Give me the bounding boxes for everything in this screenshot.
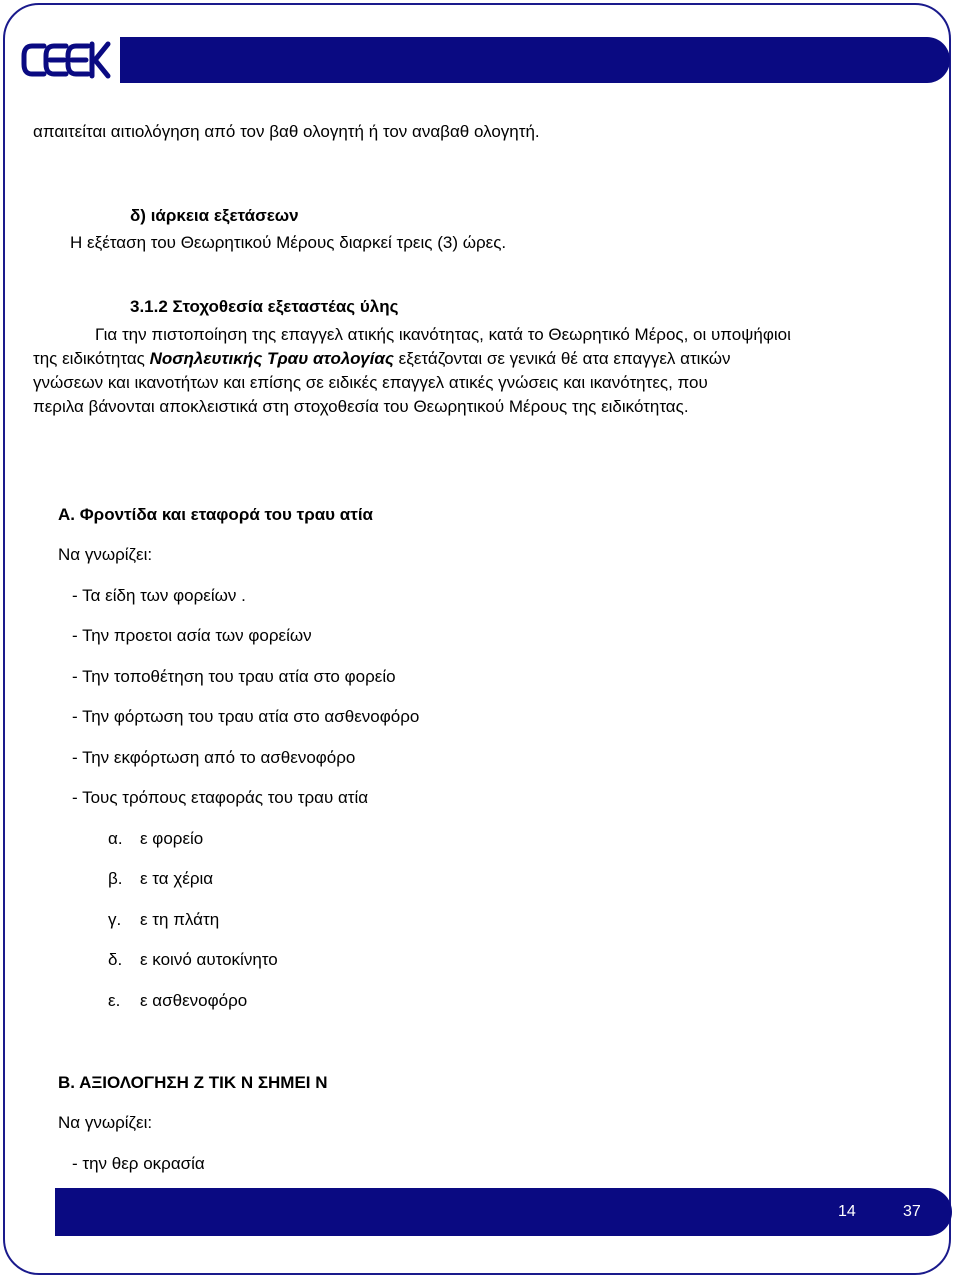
list-item: - Την εκφόρτωση από το ασθενοφόρο bbox=[72, 748, 356, 767]
list-item: - Την προετοι ασία των φορείων bbox=[72, 626, 312, 645]
para-line2-post: εξετάζονται σε γενικά θέ ατα επαγγελ ατικών bbox=[393, 349, 731, 368]
header-band bbox=[22, 37, 950, 83]
sub-item-text: ε ασθενοφόρο bbox=[140, 991, 248, 1010]
section-para-line2 bbox=[33, 349, 731, 369]
list-item: - Την φόρτωση του τραυ ατία στο ασθενοφόρο bbox=[72, 707, 420, 726]
list-item: - Τους τρόπους εταφοράς του τραυ ατία bbox=[72, 788, 369, 807]
section-para-line3: γνώσεων και ικανοτήτων και επίσης σε ειδικές επαγγελ ατικές γνώσεις και ικανότητες, που bbox=[33, 373, 708, 392]
list-item: - Τα είδη των φορείων . bbox=[72, 586, 246, 605]
part-b-heading: Β. ΑΞΙΟΛΟΓΗΣΗ Ζ ΤΙΚ Ν ΣΗΜΕΙ Ν bbox=[58, 1073, 328, 1092]
part-a-must-know: Να γνωρίζει: bbox=[58, 545, 153, 564]
sub-item-marker: β. bbox=[108, 869, 123, 888]
part-a-heading: Α. Φροντίδα και εταφορά του τραυ ατία bbox=[58, 505, 374, 524]
total-pages: 37 bbox=[903, 1203, 921, 1220]
section-para-line1: Για την πιστοποίηση της επαγγελ ατικής ικανότητας, κατά το Θεωρητικό Μέρος, οι υποψήφιοι bbox=[95, 325, 791, 344]
sub-item-text: ε κοινό αυτοκίνητο bbox=[140, 950, 278, 969]
list-item: - την θερ οκρασία bbox=[72, 1154, 205, 1173]
duration-heading: δ) ιάρκεια εξετάσεων bbox=[130, 206, 299, 225]
ceek-logo bbox=[10, 30, 120, 90]
sub-item-text: ε τα χέρια bbox=[140, 869, 214, 888]
duration-text: Η εξέταση του Θεωρητικού Μέρους διαρκεί τρεις (3) ώρες. bbox=[70, 233, 507, 252]
sub-item-marker: α. bbox=[108, 829, 123, 848]
ceek-logo-icon bbox=[18, 36, 114, 84]
sub-item-marker: δ. bbox=[108, 950, 123, 969]
footer-band bbox=[55, 1188, 952, 1236]
part-b-must-know: Να γνωρίζει: bbox=[58, 1113, 153, 1132]
section-para-line4: περιλα βάνονται αποκλειστικά στη στοχοθεσία του Θεωρητικού Μέρους της ειδικότητας. bbox=[33, 397, 689, 416]
sub-item-text: ε φορείο bbox=[140, 829, 204, 848]
page-number: 14 bbox=[838, 1203, 856, 1220]
intro-line: απαιτείται αιτιολόγηση από τον βαθ ολογητή ή τον αναβαθ ολογητή. bbox=[33, 122, 540, 141]
sub-item-marker: γ. bbox=[108, 910, 122, 929]
specialty-name: Νοσηλευτικής Τραυ ατολογίας bbox=[149, 349, 394, 368]
para-line2-pre: της ειδικότητας bbox=[33, 349, 150, 368]
sub-item-marker: ε. bbox=[108, 991, 121, 1010]
section-heading: 3.1.2 Στοχοθεσία εξεταστέας ύλης bbox=[130, 297, 399, 316]
sub-item-text: ε τη πλάτη bbox=[140, 910, 220, 929]
list-item: - Την τοποθέτηση του τραυ ατία στο φορείο bbox=[72, 667, 396, 686]
